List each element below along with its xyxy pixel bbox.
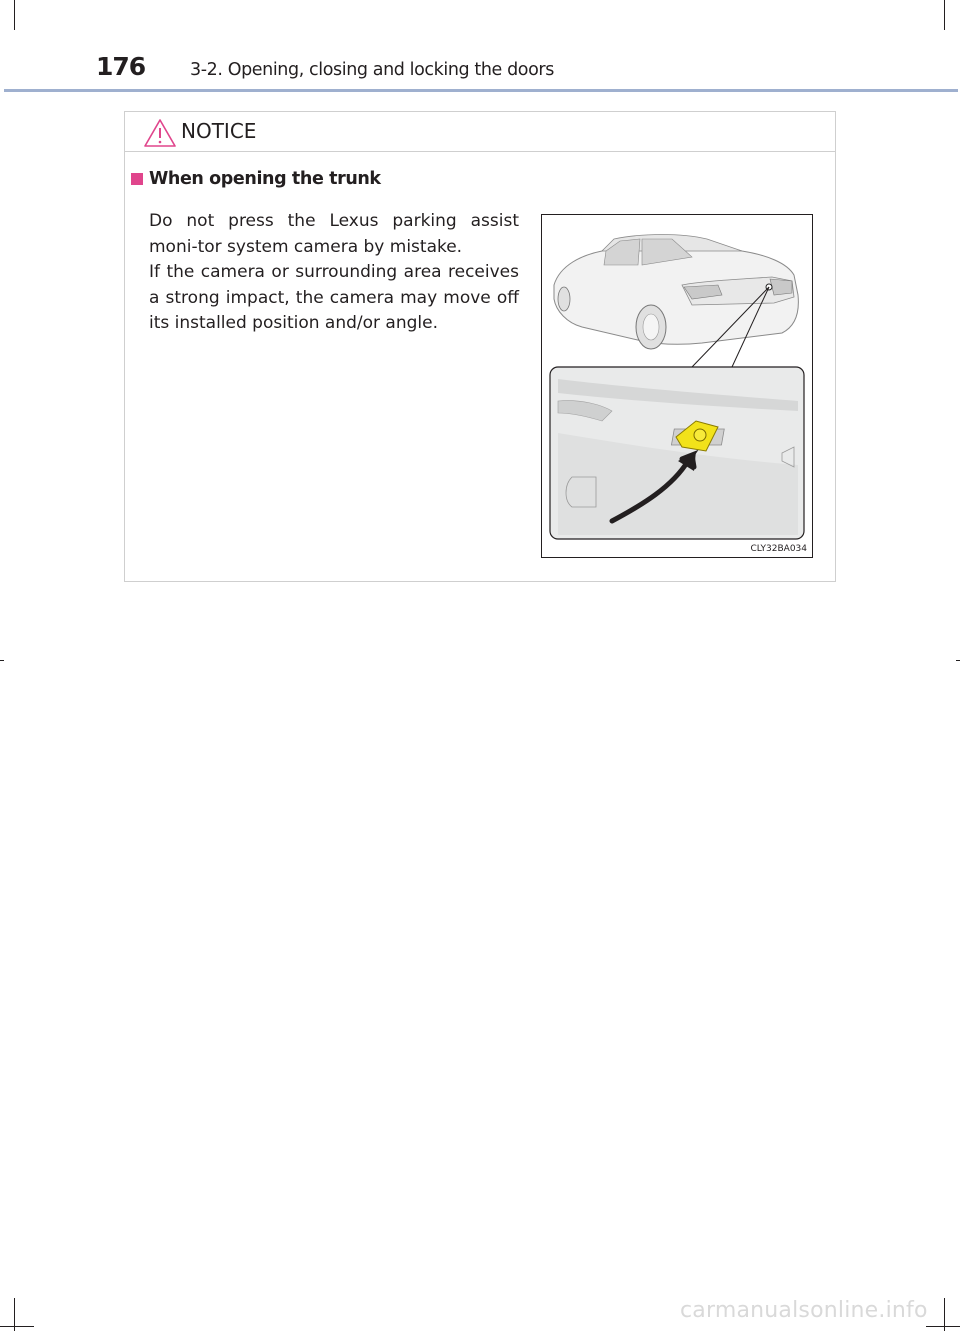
- notice-header: [125, 112, 835, 152]
- subheading-text: When opening the trunk: [149, 169, 381, 189]
- page-header: [0, 0, 960, 96]
- watermark: carmanualsonline.info: [680, 1298, 928, 1323]
- notice-paragraph: Do not press the Lexus parking assist moni-tor system camera by mistake.: [149, 211, 519, 257]
- car-rear-illustration: [542, 215, 812, 557]
- header-rule: [4, 89, 958, 92]
- notice-paragraph: If the camera or surrounding area receives a strong impact, the camera may move off its installed position and/or angle.: [149, 262, 519, 334]
- crop-mark: [956, 660, 960, 661]
- notice-box: [124, 111, 836, 582]
- notice-subheading: [131, 169, 381, 189]
- pink-square-bullet-icon: [131, 173, 143, 185]
- page-number: 176: [96, 52, 146, 81]
- notice-body: [149, 209, 519, 337]
- trunk-camera-illustration: [541, 214, 813, 558]
- crop-mark: [926, 1326, 960, 1327]
- crop-mark: [0, 1326, 34, 1327]
- notice-label: NOTICE: [181, 119, 257, 143]
- figure-code: CLY32BA034: [750, 544, 807, 554]
- warning-triangle-icon: [143, 118, 177, 148]
- crop-mark: [0, 660, 4, 661]
- section-title: 3-2. Opening, closing and locking the doors: [190, 60, 554, 80]
